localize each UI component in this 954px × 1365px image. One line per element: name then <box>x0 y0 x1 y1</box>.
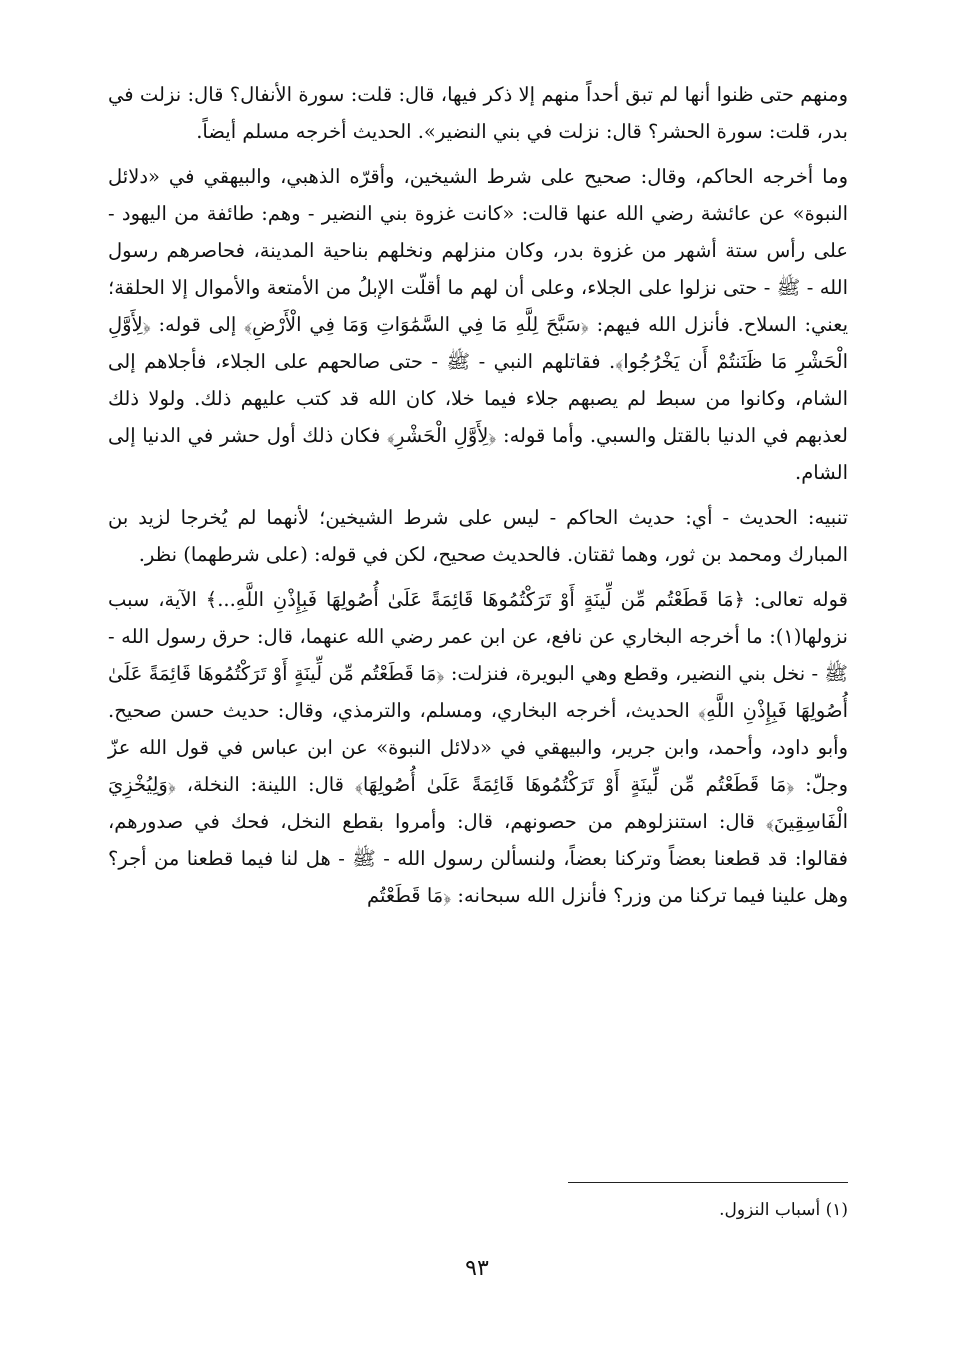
paragraph-3: تنبيه: الحديث - أي: حديث الحاكم - ليس على شرط الشيخين؛ لأنهما لم يُخرجا لزيد بن المبارك ومحمد بن ثور، وهما ثقتان. فالحديث صحيح، لكن في قوله: (على شرطهما) نظر. <box>108 506 848 566</box>
footnote-divider <box>568 1182 848 1183</box>
paragraph-4: قوله تعالى: ﴿مَا قَطَعْتُم مِّن لِّينَةٍ أَوْ تَرَكْتُمُوهَا قَائِمَةً عَلَىٰ أُصُولِهَا فَبِإِذْنِ اللَّهِ...﴾ الآية، سبب نزولها(١): ما أخرجه البخاري عن نافع، عن ابن عمر رضي الله عنهما، قال: حرق رسول الله - ﷺ - نخل بني النضير، وقطع وهي البويرة، فنزلت: ﴿مَا قَطَعْتُم مِّن لِّينَةٍ أَوْ تَرَكْتُمُوهَا قَائِمَةً عَلَىٰ أُصُولِهَا فَبِإِذْنِ اللَّهِ﴾ الحديث، أخرجه البخاري، ومسلم، والترمذي، وقال: حديث حسن صحيح. وأبو داود، وأحمد، وابن جرير، والبيهقي في «دلائل النبوة» عن ابن عباس في قول الله عزّ وجلّ: ﴿مَا قَطَعْتُم مِّن لِّينَةٍ أَوْ تَرَكْتُمُوهَا قَائِمَةً عَلَىٰ أُصُولِهَا﴾ قال: اللينة: النخلة، ﴿وَلِيُخْزِيَ الْفَاسِقِينَ﴾ قال: استنزلوهم من حصونهم، قال: وأمروا بقطع النخل، فحك في صدورهم، فقالوا: قد قطعنا بعضاً وتركنا بعضاً، ولنسألن رسول الله - ﷺ - هل لنا فيما قطعنا من أجر؟ وهل علينا فيما تركنا من وزر؟ فأنزل الله سبحانه: ﴿مَا قَطَعْتُم <box>108 588 848 907</box>
paragraph-1: ومنهم حتى ظنوا أنها لم تبق أحداً منهم إلا ذكر فيها، قال: قلت: سورة الأنفال؟ قال: نزلت في بدر، قلت: سورة الحشر؟ قال: نزلت في بني النضير». الحديث أخرجه مسلم أيضاً. <box>108 83 848 143</box>
main-text <box>108 76 848 914</box>
footnote: (١) أسباب النزول. <box>719 1200 848 1220</box>
paragraph-2: وما أخرجه الحاكم، وقال: صحيح على شرط الشيخين، وأقرّه الذهبي، والبيهقي في «دلائل النبوة» عن عائشة رضي الله عنها قالت: «كانت غزوة بني النضير - وهم: طائفة من اليهود - على رأس ستة أشهر من غزوة بدر، وكان منزلهم ونخلهم بناحية المدينة، فحاصرهم رسول الله - ﷺ - حتى نزلوا على الجلاء، وعلى أن لهم ما أقلّت الإبلُ من الأمتعة والأموال إلا الحلقة؛ يعني: السلاح. فأنزل الله فيهم: ﴿سَبَّحَ لِلَّهِ مَا فِي السَّمَٰوَاتِ وَمَا فِي الْأَرْضِ﴾ إلى قوله: ﴿لِأَوَّلِ الْحَشْرِ مَا ظَنَنتُمْ أَن يَخْرُجُوا﴾. فقاتلهم النبي - ﷺ - حتى صالحهم على الجلاء، فأجلاهم إلى الشام، وكانوا من سبط لم يصبهم جلاء فيما خلا، كان الله قد كتب عليهم ذلك. ولولا ذلك لعذبهم في الدنيا بالقتل والسبي. وأما قوله: ﴿لِأَوَّلِ الْحَشْرِ﴾ فكان ذلك أول حشر في الدنيا إلى الشام. <box>108 165 848 484</box>
page-number: ٩٣ <box>465 1256 489 1281</box>
